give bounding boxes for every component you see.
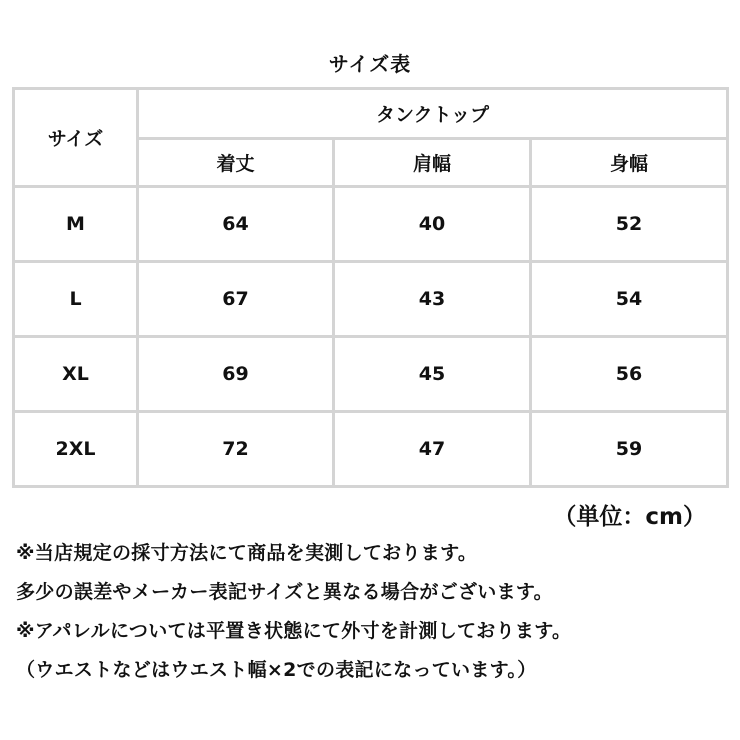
value-cell: 69 <box>138 337 334 412</box>
note-line: （ウエストなどはウエスト幅×2での表記になっています。） <box>16 659 537 681</box>
value-cell: 52 <box>531 187 728 262</box>
notes <box>16 540 728 696</box>
value-cell: 45 <box>334 337 531 412</box>
group-header: タンクトップ <box>138 89 728 139</box>
table-row <box>14 412 728 487</box>
note-line: ※アパレルについては平置き状態にて外寸を計測しております。 <box>16 620 572 642</box>
table-row <box>14 337 728 412</box>
size-cell: L <box>14 262 138 337</box>
value-cell: 59 <box>531 412 728 487</box>
value-cell: 64 <box>138 187 334 262</box>
page-title: サイズ表 <box>328 52 412 76</box>
note-line: 多少の誤差やメーカー表記サイズと異なる場合がございます。 <box>16 581 553 603</box>
table-row <box>14 262 728 337</box>
unit-label: （単位：cm） <box>553 504 706 530</box>
table-header-row <box>14 89 728 139</box>
column-header-width: 身幅 <box>531 139 728 187</box>
value-cell: 72 <box>138 412 334 487</box>
size-cell: XL <box>14 337 138 412</box>
size-cell: M <box>14 187 138 262</box>
value-cell: 56 <box>531 337 728 412</box>
size-cell: 2XL <box>14 412 138 487</box>
value-cell: 43 <box>334 262 531 337</box>
size-table <box>12 87 729 488</box>
value-cell: 54 <box>531 262 728 337</box>
table-row <box>14 187 728 262</box>
value-cell: 47 <box>334 412 531 487</box>
value-cell: 67 <box>138 262 334 337</box>
column-header-length: 着丈 <box>138 139 334 187</box>
value-cell: 40 <box>334 187 531 262</box>
note-line: ※当店規定の採寸方法にて商品を実測しております。 <box>16 542 478 564</box>
column-header-shoulder: 肩幅 <box>334 139 531 187</box>
size-column-header: サイズ <box>14 89 138 187</box>
